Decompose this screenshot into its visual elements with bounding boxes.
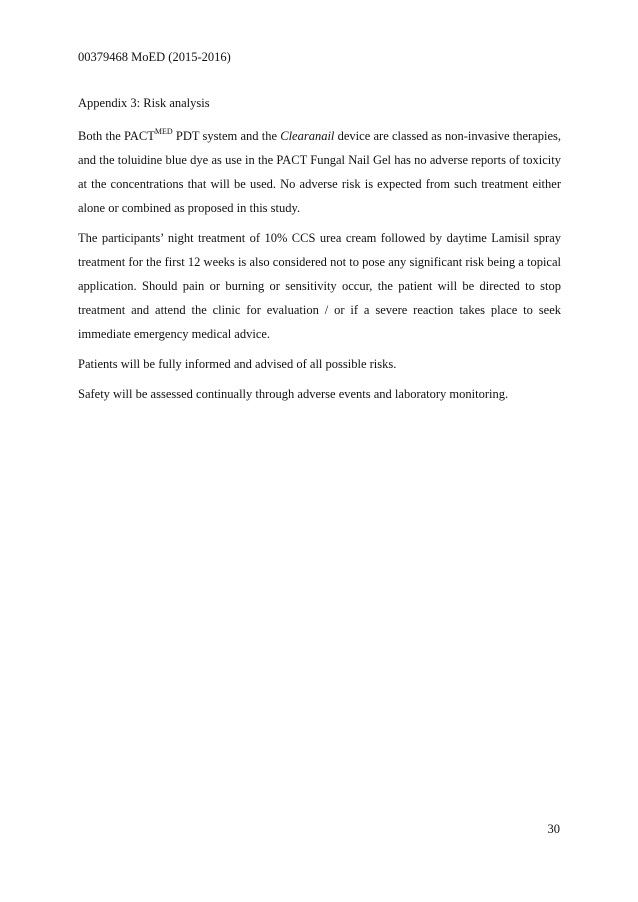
- document-header: 00379468 MoED (2015-2016): [78, 50, 231, 64]
- paragraph-1-part-1: Both the PACT: [78, 129, 155, 143]
- risk-paragraph-3: Patients will be fully informed and advised of all possible risks.: [78, 357, 397, 371]
- risk-paragraph-4: Safety will be assessed continually through adverse events and laboratory monitoring.: [78, 387, 509, 401]
- appendix-title: Appendix 3: Risk analysis: [78, 96, 210, 110]
- pact-med-superscript: MED: [154, 127, 173, 136]
- risk-paragraph-2: The participants’ night treatment of 10% CCS urea cream followed by daytime Lamisil spray treatment for the first 12 weeks is also considered not to pose any significant risk being a topical application. Should pain or burning or sensitivity occur, the patient will be directed to stop treatment and attend the clinic for evaluation / or if a severe reaction takes place to seek immediate emergency medical advice.: [78, 231, 561, 341]
- risk-paragraph-1: [78, 124, 561, 220]
- paragraph-1-part-2: PDT system and the: [172, 129, 281, 143]
- page-number: 30: [547, 822, 560, 836]
- paragraph-1-part-3: device are classed as non-invasive therapies, and the toluidine blue dye as use in the PACT Fungal Nail Gel has no adverse reports of toxicity at the concentrations that will be used. No adverse risk is expected from such treatment either alone or combined as proposed in this study.: [78, 129, 561, 215]
- clearanail-device-name: Clearanail: [280, 129, 335, 143]
